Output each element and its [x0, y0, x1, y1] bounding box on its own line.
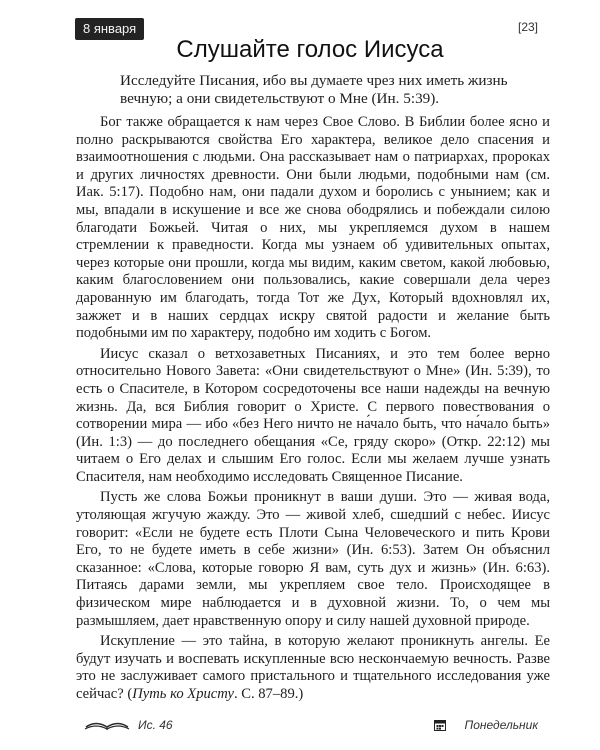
last-paragraph	[76, 633, 550, 703]
calendar-icon	[434, 719, 446, 734]
weekday: Понедельник	[464, 718, 538, 732]
open-book-icon	[84, 718, 130, 735]
paragraph: Иисус сказал о ветхозаветных Писаниях, и это тем более верно относительно Нового Завета: «Они свидетельствуют о Мне» (Ин. 5:39), то есть о Спасителе, в Котором сосредоточены все наши надежды на вечную жизнь. Да, вся Библия говорит о Христе. С первого повествования о сотворении мира — ибо «без Него ничто не на́чало быть, что на́чало быть» (Ин. 1:3) — до последнего обещания «Се, гряду скоро» (Откр. 22:12) мы читаем о Его делах и слышим Его голос. Если мы желаем лучше узнать Спасителя, нам необходимо исследовать Священное Писание.	[76, 345, 550, 485]
last-paragraph-text: Искупление — это тайна, в которую желают проникнуть ангелы. Ее будут изучать и воспевать искупленные всю нескончаемую вечность. Разве это не заслуживает самого пристального и тщательного исследования уже сейчас? (	[76, 633, 550, 702]
bible-reference: Ис. 46	[138, 718, 173, 732]
paragraph: Пусть же слова Божьи проникнут в ваши души. Это — живая вода, утоляющая жгучую жажду. Это — живой хлеб, сшедший с небес. Иисус говорит: «Если не будете есть Плоти Сына Человеческого и пить Крови Его, то не будете иметь в себе жизни» (Ин. 6:53). Затем Он объяснил сказанное: «Слова, которые говорю Я вам, суть дух и жизнь» (Ин. 6:63). Питаясь дарами земли, мы укрепляем свое тело. Происходящее в физическом мире наблюдается и в духовной жизни. То, о чем мы размышляем, дает нравственную опору и силу нашей духовной природе.	[76, 489, 550, 629]
footer	[70, 716, 538, 736]
page-title: Слушайте голос Иисуса	[176, 36, 444, 63]
source-ref: . С. 87–89.)	[233, 686, 304, 702]
paragraph: Бог также обращается к нам через Свое Слово. В Библии более ясно и полно раскрываются свойства Его характера, великое дело спасения и взаимоотношения с людьми. Она рассказывает нам о патриархах, пророках и других личностях древности. Они были людьми, подобными нам (см. Иак. 5:17). Подобно нам, они падали духом и боролись с унынием; как и мы, впадали в искушение и все же снова ободрялись и побеждали силою благодати Божьей. Читая о них, мы укрепляемся духом в нашем стремлении к праведности. Когда мы узнаем об удивительных опытах, через которые они прошли, когда мы видим, каким светом, какой любовью, каким благословением они пользовались, какие совершали дела через дарованную им благодать, тогда Тот же Дух, Который вдохновлял их, зажжет и в наших сердцах искру святой радости и желание быть подобными им по характеру, подобно им ходить с Богом.	[76, 114, 550, 342]
body-text	[76, 114, 550, 707]
epigraph: Исследуйте Писания, ибо вы думаете чрез них иметь жизнь вечную; а они свидетельствуют о Мне (Ин. 5:39).	[120, 72, 508, 107]
source-title: Путь ко Христу	[132, 686, 234, 702]
page-number: [23]	[517, 20, 538, 34]
date-badge: 8 января	[75, 18, 144, 40]
